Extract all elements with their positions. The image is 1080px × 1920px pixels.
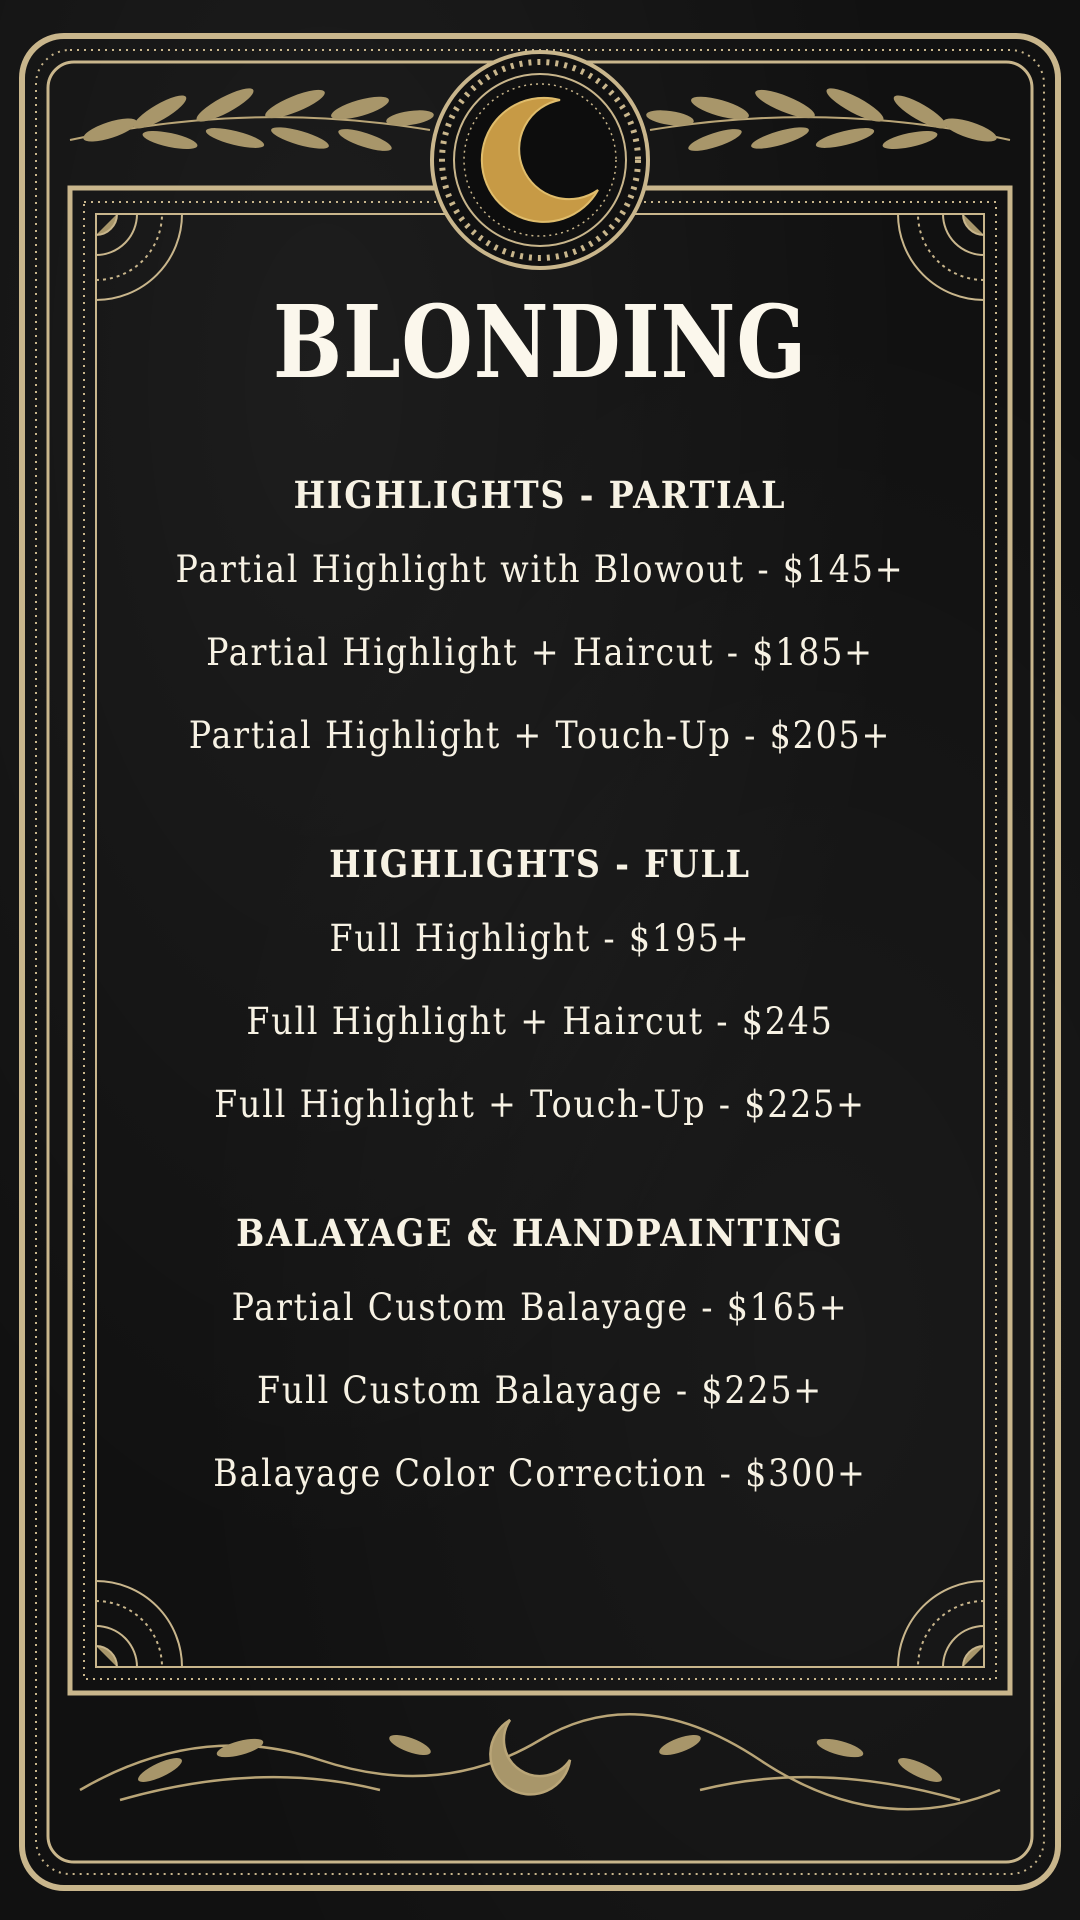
crescent-vine-icon: [80, 1714, 1000, 1809]
leaf-branch-icon: [70, 83, 435, 155]
sunburst-corner-icon: [898, 1581, 984, 1667]
section-balayage: [0, 1200, 1080, 1515]
leaf-branch-icon: [645, 83, 1010, 155]
section-heading: BALAYAGE & HANDPAINTING: [236, 1211, 844, 1255]
moon-medallion: [432, 52, 648, 268]
service-item: Partial Highlight with Blowout - $145+: [175, 548, 905, 591]
service-item: Partial Highlight + Touch-Up - $205+: [188, 714, 892, 757]
section-highlights-full: [0, 831, 1080, 1146]
service-item: Partial Highlight + Haircut - $185+: [206, 631, 874, 674]
service-item: Full Highlight + Haircut - $245: [246, 1000, 834, 1043]
service-item: Partial Custom Balayage - $165+: [231, 1286, 849, 1329]
service-item: Full Custom Balayage - $225+: [256, 1369, 824, 1412]
sunburst-corner-icon: [898, 214, 984, 300]
section-highlights-partial: [0, 462, 1080, 777]
service-item: Full Highlight + Touch-Up - $225+: [214, 1083, 866, 1126]
service-menu: [0, 462, 1080, 1515]
page-title: BLONDING: [272, 283, 808, 401]
section-heading: HIGHLIGHTS - FULL: [329, 842, 751, 886]
section-heading: HIGHLIGHTS - PARTIAL: [293, 473, 787, 517]
service-item: Full Highlight - $195+: [329, 917, 751, 960]
service-item: Balayage Color Correction - $300+: [213, 1452, 867, 1495]
sunburst-corner-icon: [96, 214, 182, 300]
sunburst-corner-icon: [96, 1581, 182, 1667]
